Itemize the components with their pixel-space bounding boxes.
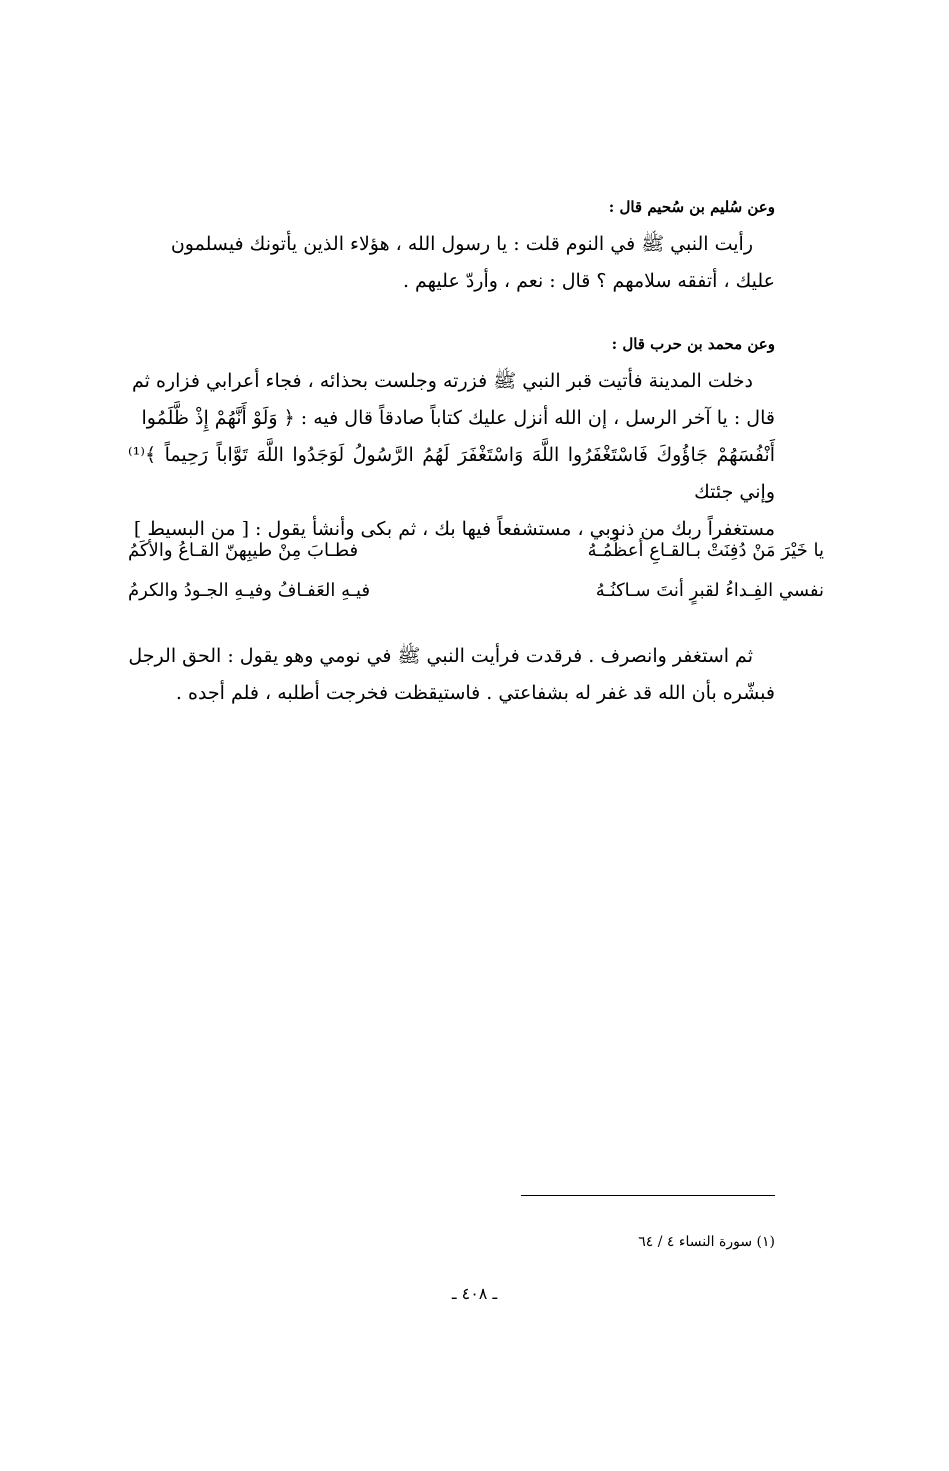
paragraph [128, 638, 775, 712]
paragraph-line: ثم استغفر وانصرف . فرقدت فرأيت النبي ﷺ في نومي وهو يقول : الحق الرجل [128, 645, 753, 667]
verse-second-hemistich: فطـابَ مِنْ طيبِهنّ القـاعُ والأكَمُ [128, 540, 359, 561]
paragraph-line: مستغفراً ربك من ذنوبي ، مستشفعاً فيها بك ، ثم بكى وأنشأ يقول : [ من البسيط ] [133, 518, 775, 540]
paragraph-line: دخلت المدينة فأتيت قبر النبي ﷺ فزرته وجلست بحذائه ، فجاء أعرابي فزاره ثم [132, 370, 753, 392]
paragraph-line: أَنْفُسَهُمْ جَاؤُوكَ فَاسْتَغْفَرُوا اللَّهَ وَاسْتَغْفَرَ لَهُمُ الرَّسُولُ لَوَجَدُوا اللَّهَ تَوَّاباً رَحِيماً ﴾⁽¹⁾ وإني جئتك [128, 444, 775, 503]
paragraph-line: قال : يا آخر الرسل ، إن الله أنزل عليك كتاباً صادقاً قال فيه : ﴿ وَلَوْ أَنَّهُمْ إِذْ ظَّلَمُوا [141, 407, 775, 429]
verse-first-hemistich: يا خَيْرَ مَنْ دُفِنَتْ بـالقـاعِ أعظُمُـهُ [587, 540, 824, 561]
verse-second-hemistich: فيـهِ العَفـافُ وفيـهِ الجـودُ والكرمُ [128, 580, 371, 601]
poem [128, 540, 824, 620]
section-heading: وعن سُليم بن سُحيم قال : [608, 198, 775, 216]
poem-verse [128, 580, 824, 620]
footnote-divider [521, 1195, 775, 1196]
footnote: (١) سورة النساء ٤ / ٦٤ [638, 1234, 775, 1250]
paragraph-line: رأيت النبي ﷺ في النوم قلت : يا رسول الله ، هؤلاء الذين يأتونك فيسلمون [170, 233, 753, 255]
page-number: ـ ٤٠٨ ـ [451, 1284, 498, 1303]
paragraph [128, 363, 775, 548]
poem-verse [128, 540, 824, 580]
paragraph [128, 226, 775, 300]
section-heading: وعن محمد بن حرب قال : [611, 335, 775, 353]
paragraph-line: فبشّره بأن الله قد غفر له بشفاعتي . فاستيقظت فخرجت أطلبه ، فلم أجده . [175, 682, 775, 704]
verse-first-hemistich: نفسي الفِـداءُ لقبرٍ أنتَ سـاكنُـهُ [595, 580, 824, 601]
paragraph-line: عليك ، أتفقه سلامهم ؟ قال : نعم ، وأردّ عليهم . [402, 270, 775, 292]
